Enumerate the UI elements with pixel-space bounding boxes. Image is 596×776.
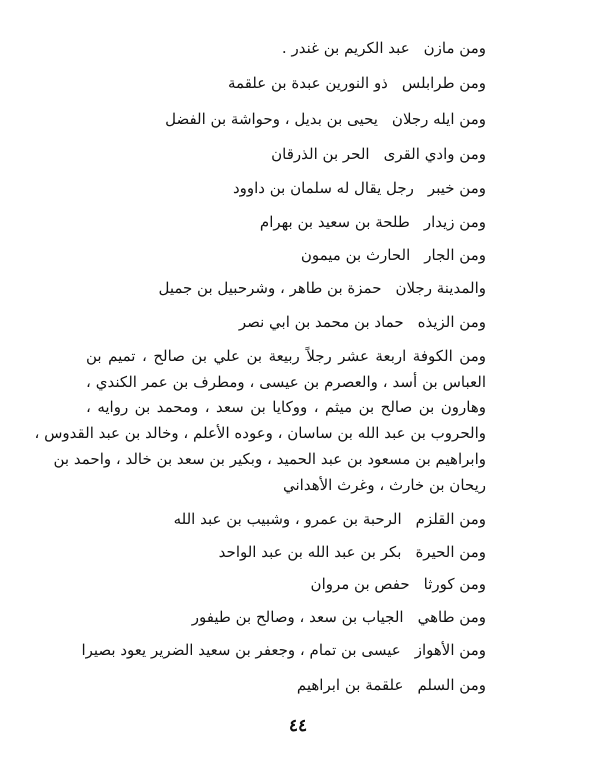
page-number: ٤٤ [288,716,308,736]
entry-line [311,574,486,594]
entry-line [239,312,486,332]
entry-names: الحارث بن ميمون [300,246,411,264]
entry-names: عيسى بن تمام ، وجعفر بن سعيد الضرير يعود بصيرا [81,641,401,659]
entry-place: والمدينة رجلان [395,279,486,297]
paragraph-line: والحروب بن عبد الله بن ساسان ، وعوده الأعلم ، وخالد بن عبد القدوس ، [34,424,486,442]
entry-names: حفص بن مروان [310,575,410,593]
entry-names: الرحبة بن عمرو ، وشبيب بن عبد الله [173,510,402,528]
entry-names: الحر بن الذرقان [271,145,370,163]
entry-line [165,109,486,129]
entry-place: ومن الزيذه [417,313,486,331]
entry-names: يحيى بن بديل ، وحواشة بن الفضل [165,110,378,128]
entry-names: رجل يقال له سلمان بن داوود [232,179,414,197]
entry-names: حماد بن محمد بن ابي نصر [238,313,404,331]
entry-names: عبد الكريم بن غندر . [281,39,410,57]
entry-names: علقمة بن ابراهيم [296,676,404,694]
entry-line [158,278,486,298]
entry-place: ومن القلزم [415,510,486,528]
paragraph-line: وهارون بن صالح بن ميثم ، ووكايا بن سعد ، ومحمد بن روايه ، [86,398,486,416]
entry-place: ومن الأهواز [414,641,486,659]
entry-place: ومن طرابلس [401,74,486,92]
entry-names: الجياب بن سعد ، وصالح بن طيفور [191,608,404,626]
paragraph-line: العباس بن أسد ، والعصرم بن عيسى ، ومطرف بن عمر الكندي ، [86,373,486,391]
entry-line [301,245,486,265]
entry-place: ومن الجار [424,246,486,264]
entry-line [271,144,486,164]
entry-place: ومن طاهي [417,608,486,626]
entry-names: حمزة بن طاهر ، وشرحبيل بن جميل [158,279,382,297]
paragraph-line: ومن الكوفة اربعة عشر رجلاً ربيعة بن علي بن صالح ، تميم بن [86,347,486,365]
entry-line [260,212,486,232]
entry-place: ومن كورثا [423,575,486,593]
entry-names: ذو النورين عبدة بن علقمة [228,74,388,92]
entry-line [219,542,486,562]
paragraph-line: ريحان بن خارث ، وغرث الأهداني [282,476,486,494]
entry-line [297,675,486,695]
entry-line [174,509,486,529]
entry-place: ومن مازن [423,39,486,57]
entry-place: ومن خيبر [427,179,486,197]
entry-line [228,73,486,93]
entry-line [282,38,486,58]
entry-names: بكر بن عبد الله بن عبد الواحد [218,543,402,561]
entry-place: ومن زيدار [423,213,486,231]
entry-line [192,607,486,627]
entry-place: ومن السلم [417,676,486,694]
entry-line [81,640,486,660]
entry-line [233,178,486,198]
entry-place: ومن ايله رجلان [391,110,486,128]
entry-place: ومن الحيرة [415,543,486,561]
paragraph-line: وابراهيم بن مسعود بن عبد الحميد ، وبكير بن سعد بن خالد ، واحمد بن [53,450,486,468]
entry-names: طلحة بن سعيد بن بهرام [259,213,410,231]
entry-place: ومن وادي القرى [383,145,486,163]
